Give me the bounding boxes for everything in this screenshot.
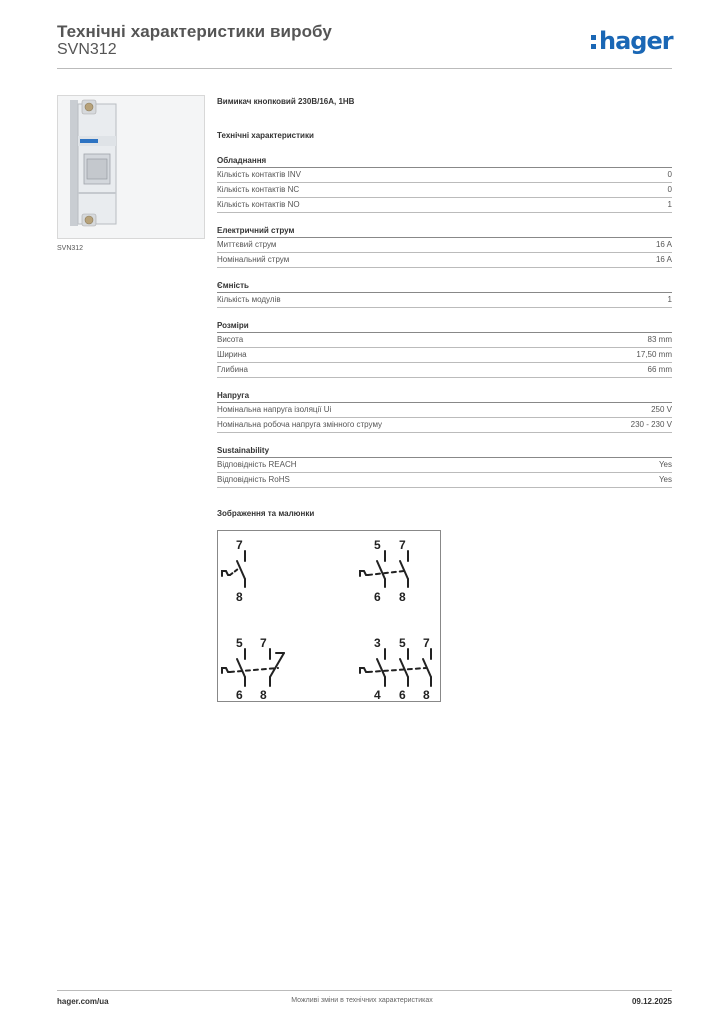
group-capacity <box>217 281 672 308</box>
footer-note: Можливі зміни в технічних характеристиках <box>291 997 433 1004</box>
spec-value: 83 mm <box>647 335 672 344</box>
spec-row <box>217 473 672 488</box>
spec-label: Кількість контактів INV <box>217 170 301 179</box>
terminal-label: 6 <box>399 688 406 701</box>
spec-value: 1 <box>667 200 672 209</box>
spec-row <box>217 363 672 378</box>
logo-dots-icon <box>591 31 597 51</box>
terminal-label: 7 <box>423 636 430 650</box>
spec-row <box>217 348 672 363</box>
terminal-label: 8 <box>423 688 430 701</box>
spec-label: Номінальна напруга ізоляції Ui <box>217 405 332 414</box>
footer-website-link[interactable]: hager.com/ua <box>57 997 109 1006</box>
spec-label: Кількість контактів NO <box>217 200 300 209</box>
terminal-label: 6 <box>236 688 243 701</box>
drawings-heading: Зображення та малюнки <box>217 509 315 518</box>
spec-row <box>217 418 672 433</box>
terminal-label: 3 <box>374 636 381 650</box>
spec-label: Відповідність RoHS <box>217 475 290 484</box>
spec-value: 250 V <box>651 405 672 414</box>
terminal-label: 8 <box>399 590 406 604</box>
group-voltage <box>217 391 672 433</box>
terminal-label: 6 <box>374 590 381 604</box>
spec-row <box>217 238 672 253</box>
spec-row <box>217 198 672 213</box>
group-title: Sustainability <box>217 446 672 458</box>
spec-value: 0 <box>667 170 672 179</box>
spec-row <box>217 253 672 268</box>
footer-divider <box>57 990 672 991</box>
product-image <box>57 95 205 239</box>
spec-value: 16 A <box>655 255 672 264</box>
spec-label: Номінальний струм <box>217 255 290 264</box>
spec-value: 1 <box>667 295 672 304</box>
group-sustainability <box>217 446 672 488</box>
spec-value: Yes <box>658 475 672 484</box>
spec-label: Миттєвий струм <box>217 240 277 249</box>
product-code: SVN312 <box>57 41 117 58</box>
spec-value: 0 <box>667 185 672 194</box>
group-title: Обладнання <box>217 156 672 168</box>
spec-row <box>217 403 672 418</box>
group-dimensions <box>217 321 672 378</box>
group-title: Розміри <box>217 321 672 333</box>
group-current <box>217 226 672 268</box>
spec-content <box>217 96 672 702</box>
spec-value: 230 - 230 V <box>630 420 672 429</box>
specs-heading: Технічні характеристики <box>217 131 314 140</box>
terminal-label: 7 <box>399 538 406 552</box>
terminal-label: 4 <box>374 688 381 701</box>
group-title: Електричний струм <box>217 226 672 238</box>
terminal-label: 7 <box>236 538 243 552</box>
spec-row <box>217 458 672 473</box>
logo-text: hager <box>599 27 673 55</box>
hager-logo <box>591 27 673 55</box>
terminal-label: 5 <box>374 538 381 552</box>
terminal-label: 8 <box>260 688 267 701</box>
spec-row <box>217 333 672 348</box>
spec-row <box>217 183 672 198</box>
spec-label: Номінальна робоча напруга змінного струму <box>217 420 383 429</box>
spec-value: 17,50 mm <box>636 350 672 359</box>
spec-row <box>217 168 672 183</box>
spec-label: Висота <box>217 335 244 344</box>
group-title: Напруга <box>217 391 672 403</box>
terminal-label: 8 <box>236 590 243 604</box>
spec-row <box>217 293 672 308</box>
wiring-diagram-svg <box>218 531 440 701</box>
spec-label: Відповідність REACH <box>217 460 297 469</box>
footer-date: 09.12.2025 <box>631 997 672 1006</box>
terminal-label: 7 <box>260 636 267 650</box>
spec-value: 16 A <box>655 240 672 249</box>
product-name: Вимикач кнопковий 230В/16А, 1НВ <box>217 97 355 106</box>
terminal-label: 5 <box>399 636 406 650</box>
terminal-label: 5 <box>236 636 243 650</box>
group-title: Ємність <box>217 281 672 293</box>
spec-label: Кількість модулів <box>217 295 281 304</box>
group-equipment <box>217 156 672 213</box>
spec-label: Кількість контактів NC <box>217 185 300 194</box>
page-title: Технічні характеристики виробу <box>57 22 332 41</box>
spec-value: Yes <box>658 460 672 469</box>
spec-value: 66 mm <box>647 365 672 374</box>
spec-label: Глибина <box>217 365 248 374</box>
product-image-caption: SVN312 <box>57 245 84 252</box>
spec-label: Ширина <box>217 350 247 359</box>
header-divider <box>57 68 672 69</box>
wiring-diagrams <box>217 530 441 702</box>
